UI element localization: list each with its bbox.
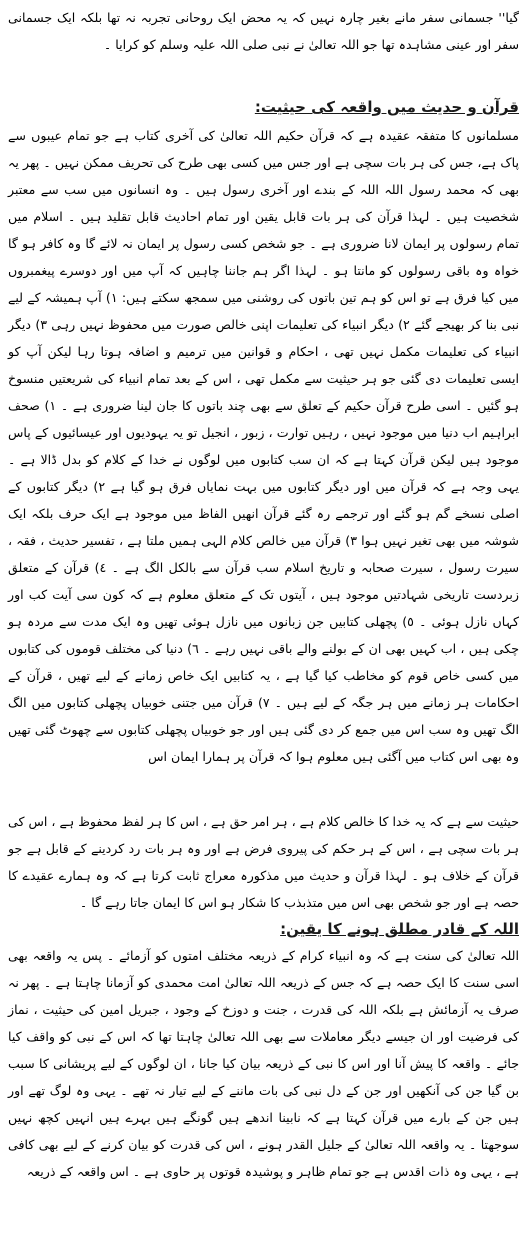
intro-paragraph: گیا'' جسمانی سفر مانے بغیر چارہ نہیں کہ یہ محض ایک روحانی تجربہ نہ تھا بلکہ ایک جسمانی سفر اور عینی مشاہدہ تھا جو اللہ تعالیٰ نے نبی صلی اللہ علیہ وسلم کو کرایا ۔: [8, 10, 519, 52]
quran-paragraph: مسلمانوں کا متفقہ عقیدہ ہے کہ قرآن حکیم اللہ تعالیٰ کی آخری کتاب ہے جو تمام عیبوں سے پاک ہے، جس کی ہر بات سچی ہے اور جس میں کسی بھی طرح کی تحریف ممکن نہیں ۔ پھر یہ بھی کہ محمد رسول اللہ اللہ کے بندے اور آخری رسول ہیں ۔ وہ انسانوں میں سب سے معتبر شخصیت ہیں ۔ لہذا قرآن کی ہر بات قابل یقین اور تمام احادیث قابل تقلید ہیں ۔ اسلام میں تمام رسولوں پر ایمان لانا ضروری ہے ۔ جو شخص کسی رسول پر ایمان نہ لائے گا وہ کافر ہو گا خواہ وہ باقی رسولوں کو مانتا ہو ۔ لہذا اگر ہم جاننا چاہیں کہ آپ میں اور دوسرے پیغمبروں میں کیا فرق ہے تو اس کو ہم تین باتوں کی روشنی میں سمجھ سکتے ہیں: ١) آپ ہمیشہ کے لیے نبی بنا کر بھیجے گئے ٢) دیگر انبیاء کی تعلیمات اپنی خالص صورت میں محفوظ نہیں رہی ٣) دیگر انبیاء کی تعلیمات مکمل نہیں تھی ، احکام و قوانین میں ترمیم و اضافہ ہوتا رہا لیکن آپ کو ایسی تعلیمات دی گئی جو ہر حیثیت سے مکمل تھی ، اس کے بعد تمام انبیاء کی شریعتیں منسوخ ہو گئیں ۔ اسی طرح قرآن حکیم کے تعلق سے بھی چند باتوں کا جان لینا ضروری ہے ۔ ١) صحف ابراہیم اب دنیا میں موجود نہیں ، رہیں توارت ، زبور ، انجیل تو یہ یہودیوں اور عیسائیوں کے پاس موجود ہیں لیکن قرآن کہتا ہے کہ ان سب کتابوں میں لوگوں نے خدا کے کلام کو بدل ڈالا ہے ۔ یہی وجہ ہے کہ قرآن میں اور دیگر کتابوں میں بہت نمایاں فرق ہو گیا ہے ٢) دیگر کتابوں کے اصلی نسخے گم ہو گئے اور ترجمے رہ گئے قرآن انھیں الفاظ میں موجود ہے ایک حرف بلکہ ایک شوشہ میں بھی تغیر نہیں ہوا ٣) قرآن میں خالص کلام الہی ہمیں ملتا ہے ، تفسیر حدیث ، فقہ ، سیرت رسول ، سیرت صحابہ و تاریخ اسلام سب قرآن سے بالکل الگ ہے ۔ ٤) قرآن کے متعلق زبردست تاریخی شہادتیں موجود ہیں ، آیتوں تک کے متعلق معلوم ہے کہ کون سی آیت کب اور کہاں نازل ہوئی ۔ ٥) پچھلی کتابیں جن زبانوں میں نازل ہوئی تھیں وہ ایک مدت سے مردہ ہو چکی ہیں ، اب کہیں بھی ان کے بولنے والے باقی نہیں رہے ۔ ٦) دنیا کی مختلف قوموں کی کتابوں میں کسی خاص قوم کو مخاطب کیا گیا ہے ، یہ کتابیں ایک خاص زمانے کے لیے تھیں ، قرآن کے احکامات ہر زمانے میں ہر جگہ کے لیے ہیں ۔ ٧) قرآن میں جتنی خوبیاں پچھلی کتابوں میں الگ الگ تھیں وہ سب اس میں جمع کر دی گئی ہیں اور جو خوبیاں پچھلی کتابوں سے چھوٹ گئی تھیں وہ بھی اس کتاب میں آگئی ہیں معلوم ہوا کہ قرآن پر ہمارا ایمان اس: [8, 128, 520, 764]
status-paragraph: حیثیت سے ہے کہ یہ خدا کا خالص کلام ہے ، ہر امر حق ہے ، اس کا ہر لفظ محفوظ ہے ، اس کی ہر بات سچی ہے ، اس کے ہر حکم کی پیروی فرض ہے اور وہ ہر بات رد کردینے کے قابل ہے جو قرآن کے خلاف ہو ۔ لہذا قرآن و حدیث میں مذکورہ معراج ثابت کرتا ہے کہ وہ ہمارے عقیدے کا حصہ ہے اور جو شخص بھی اس میں متذبذب کا شکار ہو اس کا ایمان جاتا رہے گا ۔: [8, 814, 519, 910]
heading-quran-hadith: قرآن و حدیث میں واقعہ کی حیثیت:: [254, 98, 519, 116]
divine-power-paragraph: اللہ تعالیٰ کی سنت ہے کہ وہ انبیاء کرام کے ذریعہ مختلف امتوں کو آزمائے ۔ پس یہ واقعہ بھی اسی سنت کا ایک حصہ ہے کہ جس کے ذریعہ اللہ تعالیٰ امت محمدی کو آزمانا چاہتا ہے ۔ پھر نہ صرف یہ آزمائش ہے بلکہ اللہ کی قدرت ، جنت و دوزخ کے وجود ، جبریل امین کی حیثیت ، نماز کی فرضیت اور ان جیسے دیگر معاملات سے بھی اللہ تعالیٰ چاہتا تھا کہ اس کے نبی کو واقف کیا جائے ۔ واقعہ کا پیش آنا اور اس کا نبی کے ذریعہ بیان کیا جانا ، ان لوگوں کے لیے پریشانی کا سبب بن گیا جن کی آنکھیں اور جن کے دل نبی کی بات ماننے کے لیے تیار نہ تھے ۔ یہی وہ لوگ تھے اور ہیں جن کے بارے میں قرآن کہتا ہے کہ نابینا اندھے ہیں گونگے ہیں بہرے ہیں انہیں کچھ نہیں سوجھتا ۔ یہ واقعہ اللہ تعالیٰ کے جلیل القدر ہونے ، اس کی قدرت کو بیان کرنے کے لیے بھی کافی ہے ، یہی وہ ذات اقدس ہے جو تمام ظاہر و پوشیدہ قوتوں پر حاوی ہے ۔ اس واقعہ کے ذریعہ: [8, 948, 519, 1179]
heading-divine-power: اللہ کے قادر مطلق ہونے کا یقین:: [280, 920, 519, 938]
